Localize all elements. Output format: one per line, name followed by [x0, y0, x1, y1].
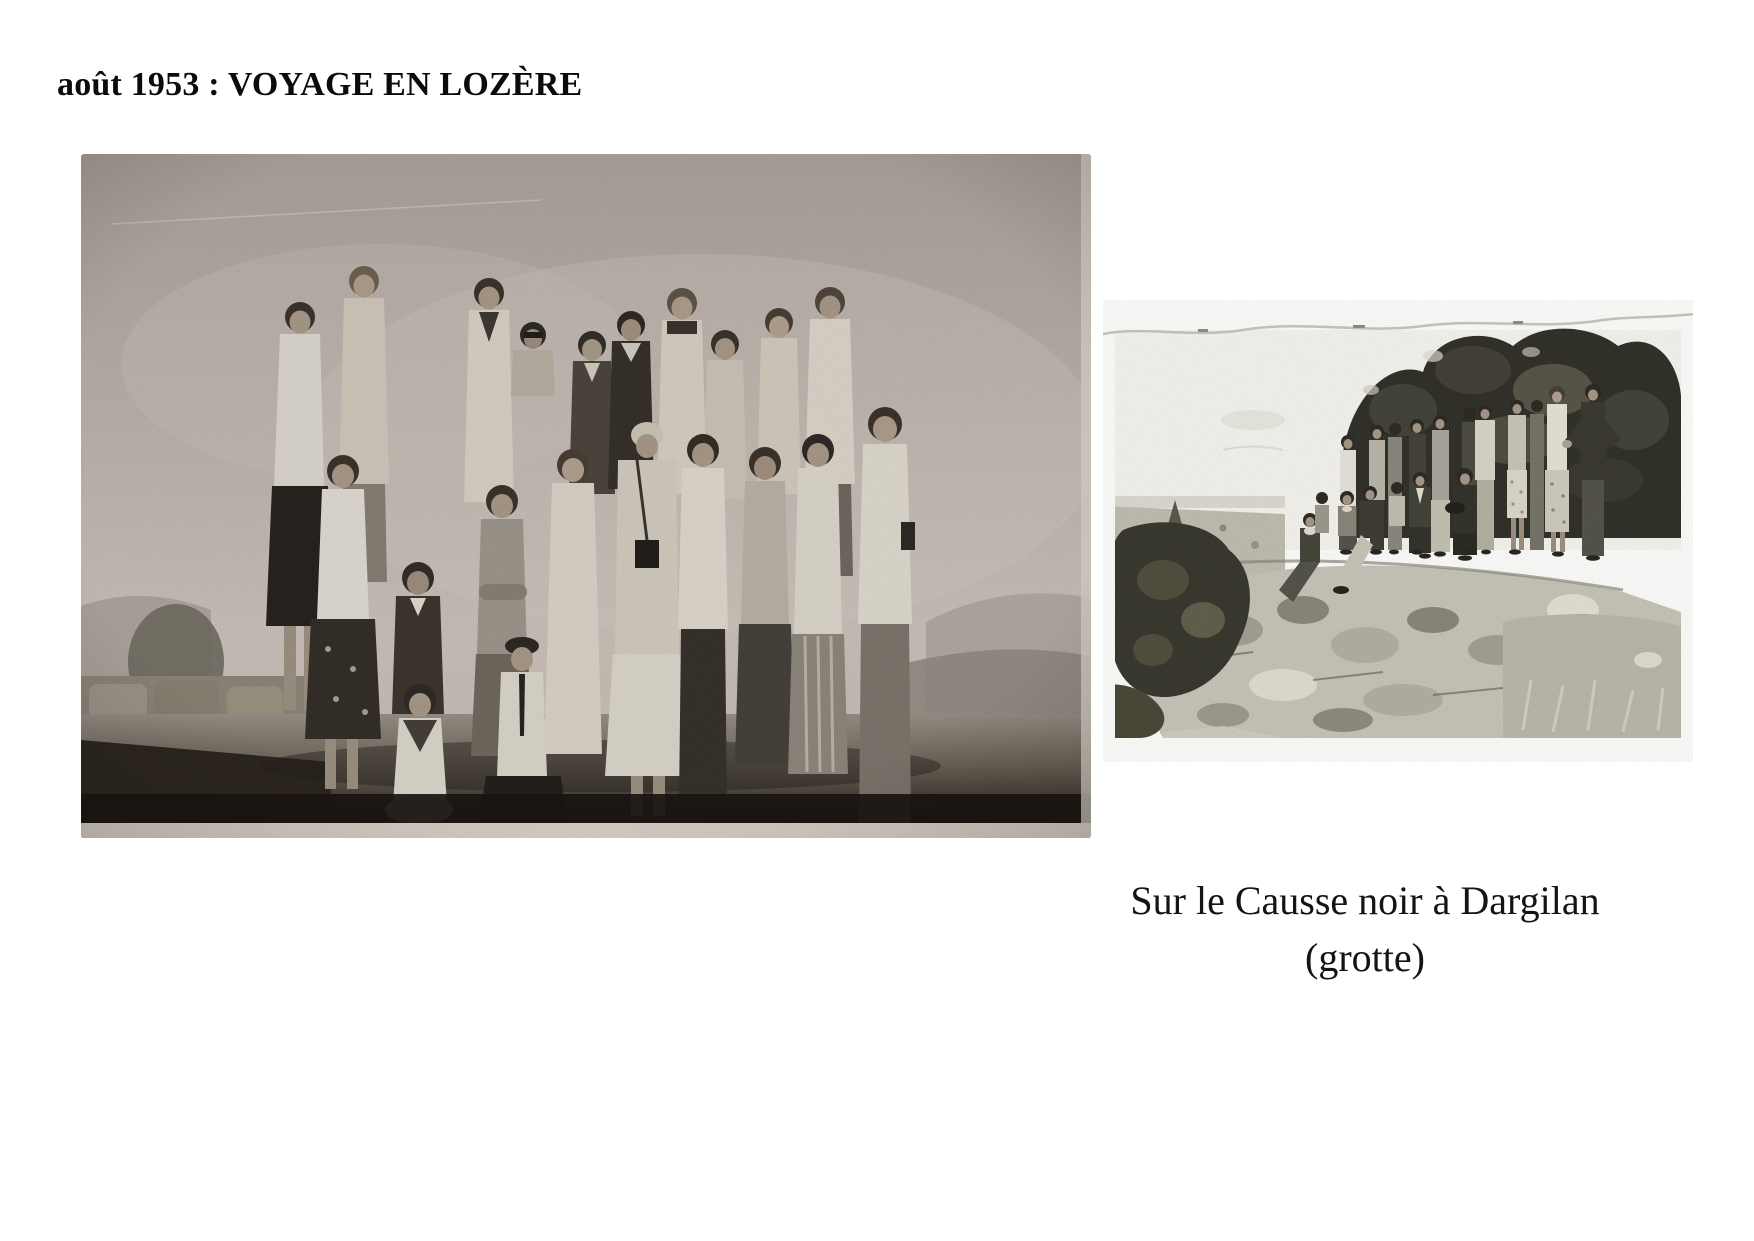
left-photo [81, 154, 1091, 838]
caption-line-1: Sur le Causse noir à Dargilan [1130, 878, 1600, 923]
left-photo-image [81, 154, 1091, 838]
caption-line-2: (grotte) [1305, 935, 1425, 980]
right-photo-image [1103, 300, 1693, 762]
right-photo [1103, 300, 1693, 762]
right-photo-caption [1055, 872, 1675, 986]
left-photo-foreground [81, 154, 1091, 838]
page-title: août 1953 : VOYAGE EN LOZÈRE [57, 66, 583, 103]
right-photo-border [1103, 300, 1693, 762]
